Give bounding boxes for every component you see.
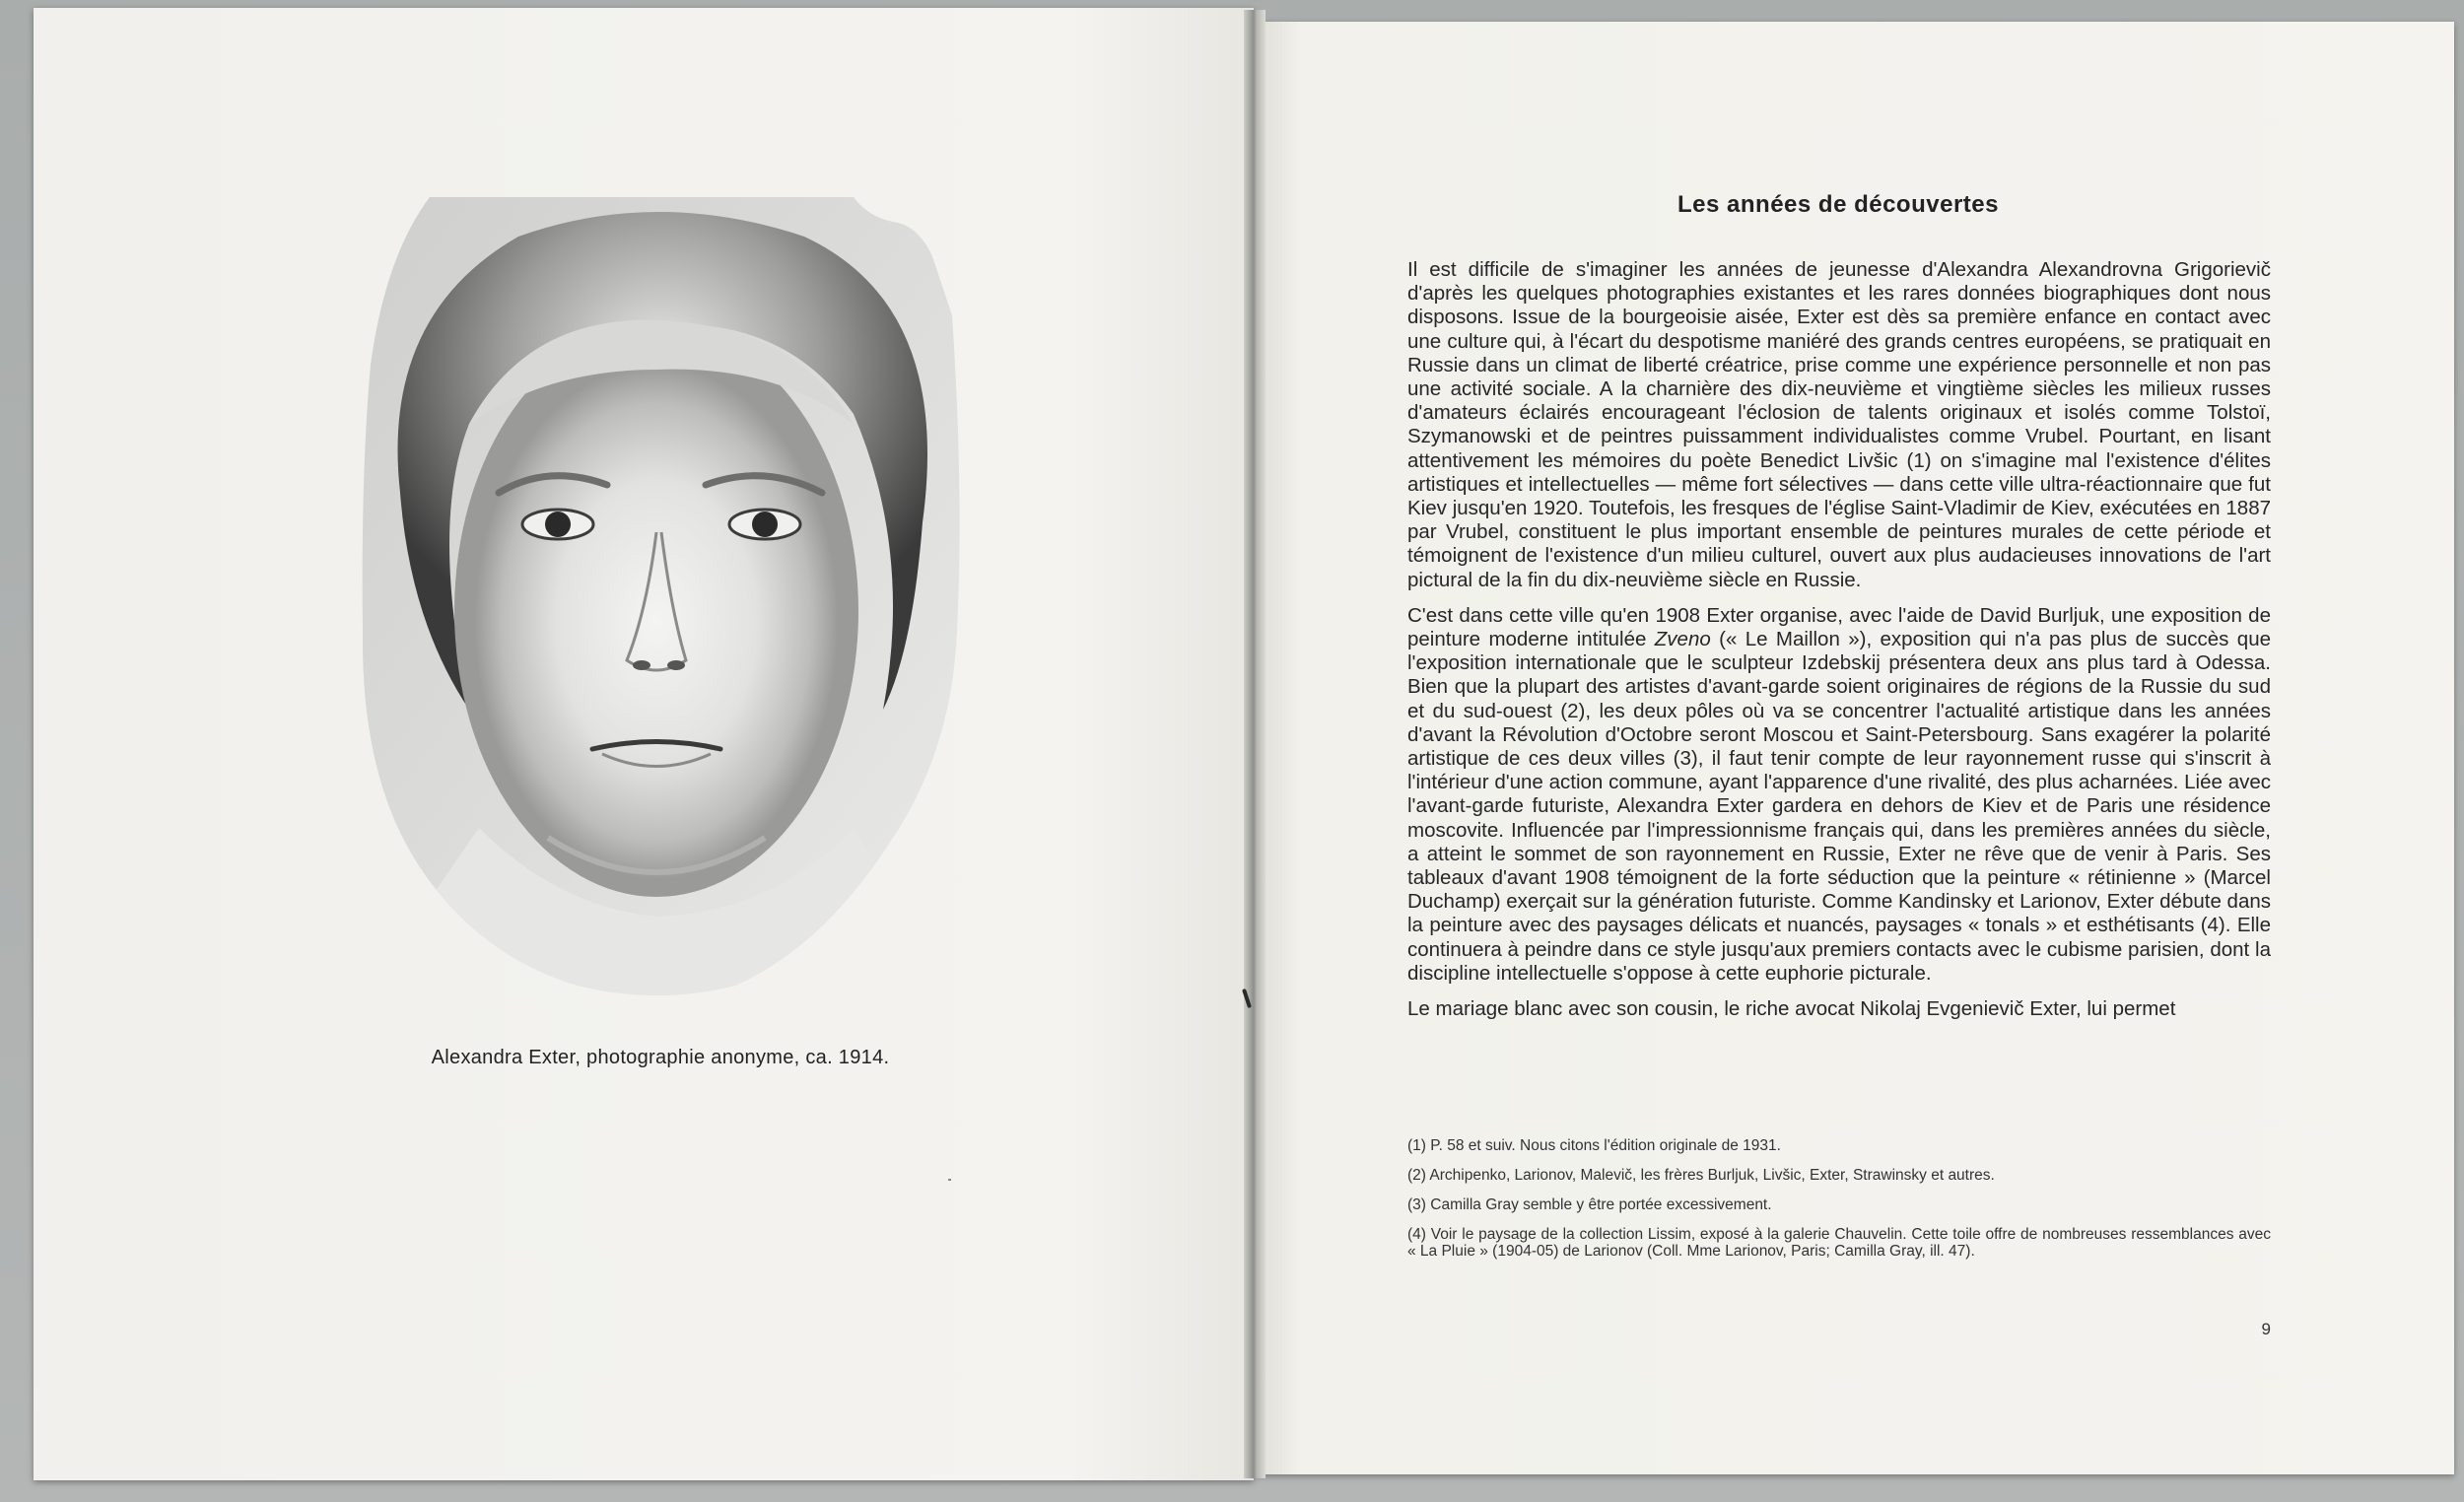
book-gutter [1244, 10, 1266, 1478]
body-text [1407, 258, 2271, 1033]
footnote-4: (4) Voir le paysage de la collection Lissim, exposé à la galerie Chauvelin. Cette toile offre de nombreuses ressemblances avec « La Pluie » (1904-05) de Larionov (Coll. Mme Larionov, Paris; Camilla Gray, ill. 47). [1407, 1226, 2271, 1260]
portrait-photo [361, 197, 962, 999]
footnote-2: (2) Archipenko, Larionov, Malevič, les frères Burljuk, Livšic, Exter, Strawinsky et autres. [1407, 1167, 1995, 1184]
footnote-1: (1) P. 58 et suiv. Nous citons l'édition originale de 1931. [1407, 1137, 1781, 1154]
paragraph-2-part-a: C'est dans cette ville qu'en 1908 Exter organise, avec l'aide de David Burljuk, une exposition de peinture moderne intitulée [1407, 603, 2271, 651]
page-number: 9 [2261, 1320, 2271, 1338]
paragraph-2 [1407, 604, 2271, 986]
paragraph-3: Le mariage blanc avec son cousin, le riche avocat Nikolaj Evgenievič Exter, lui permet [1407, 997, 2176, 1021]
paragraph-1: Il est difficile de s'imaginer les années de jeunesse d'Alexandra Alexandrovna Grigorievič d'après les quelques photographies existantes et les rares données biographiques dont nous disposons. Issue de la bourgeoisie aisée, Exter est dès sa première enfance en contact avec une culture qui, à l'écart du despotisme maniéré des grands centres européens, se pratiquait en Russie dans un climat de liberté créatrice, prise comme une expérience personnelle et non pas une activité sociale. A la charnière des dix-neuvième et vingtième siècles les milieux russes d'amateurs éclairés encourageant l'éclosion de talents originaux et isolés comme Tolstoï, Szymanowski et de peintres puissamment individualistes comme Vrubel. Pourtant, en lisant attentivement les mémoires du poète Benedict Livšic (1) on s'imagine mal l'existence d'élites artistiques et intellectuelles — même fort sélectives — dans cette ville ultra-réactionnaire que fut Kiev jusqu'en 1920. Toutefois, les fresques de l'église Saint-Vladimir de Kiev, exécutées en 1887 par Vrubel, constituent le plus important ensemble de peintures murales de cette période et témoignent de l'existence d'un milieu culturel, ouvert aux plus audacieuses innovations de l'art pictural de la fin du dix-neuvième siècle en Russie. [1407, 258, 2271, 591]
zveno-title: Zveno [1654, 628, 1711, 651]
footnote-3: (3) Camilla Gray semble y être portée excessivement. [1407, 1196, 1772, 1213]
chapter-title: Les années de découvertes [1677, 191, 1999, 218]
footnotes [1407, 1137, 2271, 1272]
photo-caption: Alexandra Exter, photographie anonyme, ca. 1914. [431, 1047, 890, 1068]
page-speck [948, 1179, 951, 1181]
paragraph-2-part-b: (« Le Maillon »), exposition qui n'a pas plus de succès que l'exposition internationale que le sculpteur Izdebskij présentera deux ans plus tard à Odessa. Bien que la plupart des artistes d'avant-garde soient originaires de régions de la Russie du sud et du sud-ouest (2), les deux pôles où va se concentrer l'actualité artistique dans les années d'avant la Révolution d'Octobre seront Moscou et Saint-Petersbourg. Sans exagérer la polarité artistique de ces deux villes (3), il faut tenir compte de leur rayonnement russe qui s'inscrit à l'intérieur d'une action commune, ayant l'apparence d'une rivalité, des plus acharnées. Liée avec l'avant-garde futuriste, Alexandra Exter gardera en dehors de Kiev et de Paris une résidence moscovite. Influencée par l'impressionnisme français qui, dans les premières années du siècle, a atteint le sommet de son rayonnement en Russie, Exter ne rêve que de venir à Paris. Ses tableaux d'avant 1908 témoignent de la forte séduction que la peinture « rétinienne » (Marcel Duchamp) exerçait sur la génération futuriste. Comme Kandinsky et Larionov, Exter débute dans la peinture avec des paysages délicats et nuancés, paysages « tonals » et esthétisants (4). Elle continuera à peindre dans ce style jusqu'aux premiers contacts avec le cubisme parisien, dont la discipline intellectuelle s'oppose à cette euphorie picturale. [1407, 628, 2271, 985]
